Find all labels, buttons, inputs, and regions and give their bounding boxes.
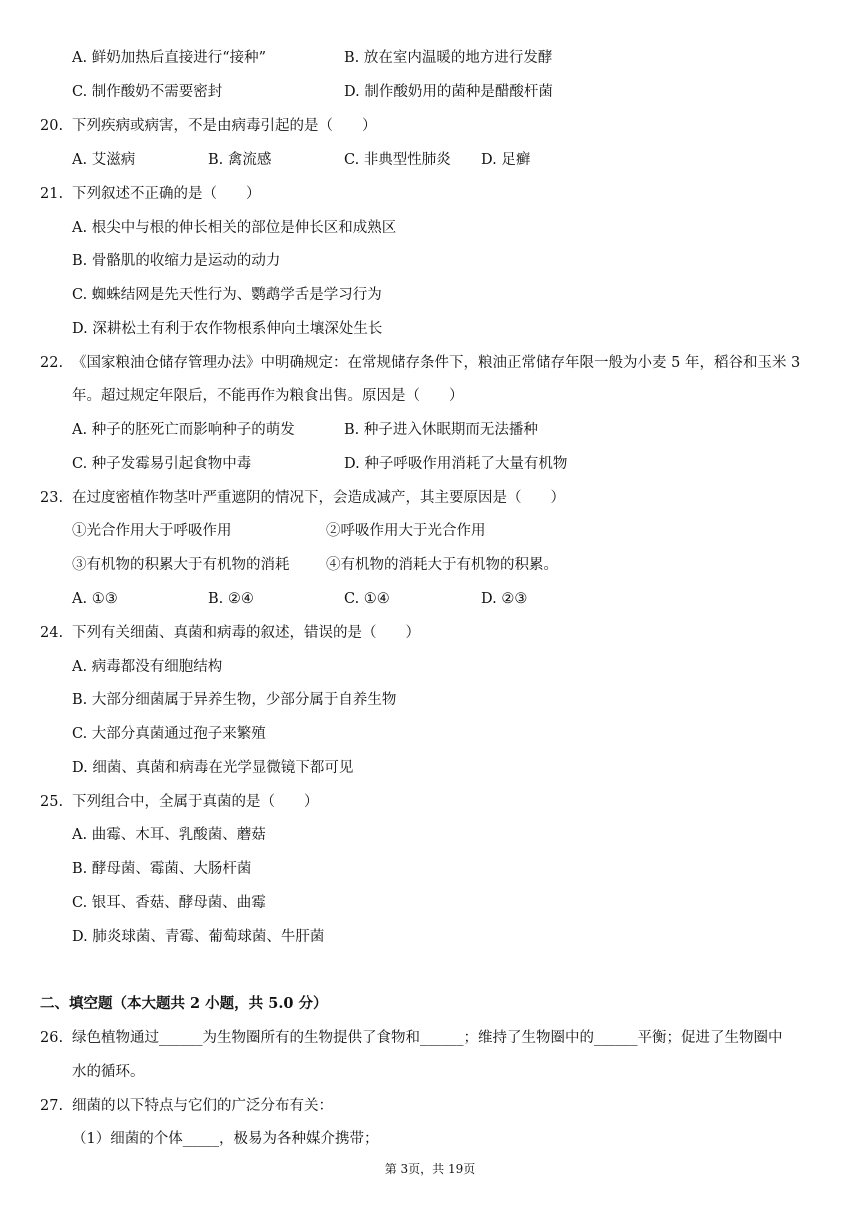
section-heading: 二、填空题（本大题共 2 小题，共 5.0 分） [40, 995, 328, 1012]
q23-option-c: C. ①④ [344, 591, 390, 607]
q24-stem: 下列有关细菌、真菌和病毒的叙述，错误的是（ ） [72, 625, 420, 641]
q22-number: 22. [40, 355, 64, 371]
q21-option-a: A. 根尖中与根的伸长相关的部位是伸长区和成熟区 [72, 220, 397, 236]
q21-option-c: C. 蜘蛛结网是先天性行为、鹦鹉学舌是学习行为 [72, 287, 382, 303]
q24-option-d: D. 细菌、真菌和病毒在光学显微镜下都可见 [72, 760, 354, 776]
q22-stem-line1: 《国家粮油仓储存管理办法》中明确规定：在常规储存条件下，粮油正常储存年限一般为小麦 5 年，稻谷和玉米 3 [72, 355, 801, 371]
q22-option-b: B. 种子进入休眠期而无法播种 [344, 422, 538, 438]
q20-option-d: D. 足癣 [481, 152, 531, 168]
q27-stem: 细菌的以下特点与它们的广泛分布有关： [72, 1098, 333, 1114]
q24-option-b: B. 大部分细菌属于异养生物，少部分属于自养生物 [72, 692, 397, 708]
q21-option-d: D. 深耕松土有利于农作物根系伸向土壤深处生长 [72, 321, 383, 337]
q23-option-b: B. ②④ [208, 591, 254, 607]
q26-line2: 水的循环。 [72, 1064, 145, 1080]
q21-option-b: B. 骨骼肌的收缩力是运动的动力 [72, 253, 281, 269]
q24-option-a: A. 病毒都没有细胞结构 [72, 659, 223, 675]
q23-statement-1: ①光合作用大于呼吸作用 [72, 523, 232, 539]
q25-stem: 下列组合中，全属于真菌的是（ ） [72, 794, 319, 810]
q27-sub1: （1）细菌的个体_____，极易为各种媒介携带； [72, 1131, 379, 1147]
q23-option-d: D. ②③ [481, 591, 528, 607]
q25-number: 25. [40, 794, 64, 810]
q21-number: 21. [40, 186, 64, 202]
q25-option-d: D. 肺炎球菌、青霉、葡萄球菌、牛肝菌 [72, 929, 325, 945]
q25-option-b: B. 酵母菌、霉菌、大肠杆菌 [72, 861, 252, 877]
q26-line1: 绿色植物通过______为生物圈所有的生物提供了食物和______；维持了生物圈中的______平衡；促进了生物圈中 [72, 1030, 783, 1046]
q22-option-a: A. 种子的胚死亡而影响种子的萌发 [72, 422, 295, 438]
q20-option-b: B. 禽流感 [208, 152, 272, 168]
q19-option-c: C. 制作酸奶不需要密封 [72, 84, 223, 100]
q19-option-a: A. 鲜奶加热后直接进行“接种” [72, 50, 267, 66]
q20-stem: 下列疾病或病害，不是由病毒引起的是（ ） [72, 118, 377, 134]
q20-option-a: A. 艾滋病 [72, 152, 136, 168]
q22-option-c: C. 种子发霉易引起食物中毒 [72, 456, 252, 472]
q24-option-c: C. 大部分真菌通过孢子来繁殖 [72, 726, 266, 742]
q20-option-c: C. 非典型性肺炎 [344, 152, 451, 168]
q23-statement-4: ④有机物的消耗大于有机物的积累。 [326, 557, 558, 573]
q19-option-b: B. 放在室内温暖的地方进行发酵 [344, 50, 553, 66]
q25-option-a: A. 曲霉、木耳、乳酸菌、蘑菇 [72, 827, 266, 843]
q20-number: 20. [40, 118, 64, 134]
q23-statement-2: ②呼吸作用大于光合作用 [326, 523, 486, 539]
q22-option-d: D. 种子呼吸作用消耗了大量有机物 [344, 456, 568, 472]
q26-number: 26. [40, 1030, 64, 1046]
q23-option-a: A. ①③ [72, 591, 118, 607]
q23-stem: 在过度密植作物茎叶严重遮阴的情况下，会造成减产，其主要原因是（ ） [72, 490, 565, 506]
q19-option-d: D. 制作酸奶用的菌种是醋酸杆菌 [344, 84, 553, 100]
q21-stem: 下列叙述不正确的是（ ） [72, 186, 261, 202]
q24-number: 24. [40, 625, 64, 641]
q25-option-c: C. 银耳、香菇、酵母菌、曲霉 [72, 895, 266, 911]
q27-number: 27. [40, 1098, 64, 1114]
q23-number: 23. [40, 490, 64, 506]
q22-stem-line2: 年。超过规定年限后，不能再作为粮食出售。原因是（ ） [72, 388, 464, 404]
q23-statement-3: ③有机物的积累大于有机物的消耗 [72, 557, 290, 573]
page-footer: 第 3页，共 19页 [384, 1162, 476, 1176]
